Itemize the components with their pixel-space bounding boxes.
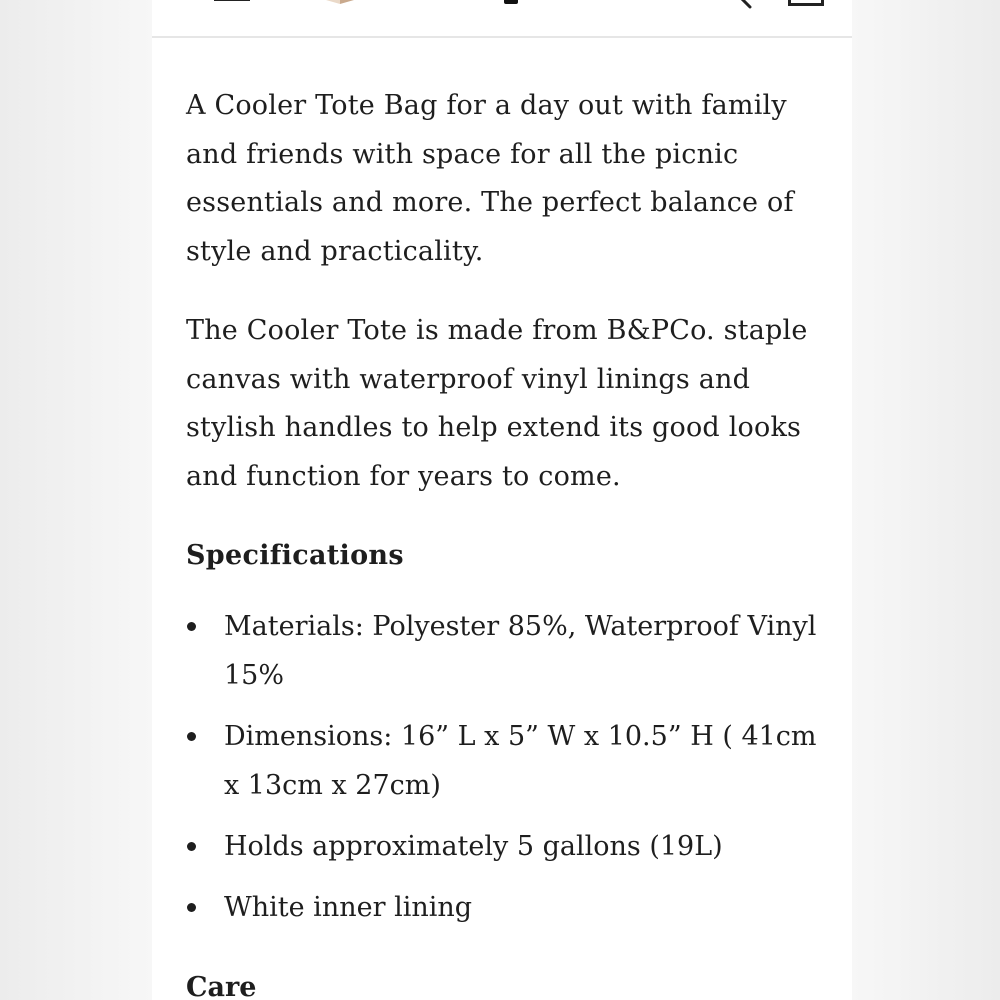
spec-text: Holds approximately 5 gallons (19L) <box>224 830 723 862</box>
bullet-icon <box>187 622 196 631</box>
spec-text: Dimensions: 16” L x 5” W x 10.5” H ( 41cm x 13cm x 27cm) <box>224 720 817 801</box>
list-item <box>186 883 826 932</box>
description-paragraph: The Cooler Tote is made from B&PCo. staple canvas with waterproof vinyl linings and stylish handles to help extend its good looks and function for years to come. <box>186 314 808 492</box>
product-page <box>152 0 852 1000</box>
search-icon[interactable] <box>734 0 756 6</box>
site-header <box>152 0 852 38</box>
product-description <box>186 82 826 1000</box>
specifications-list <box>186 602 826 932</box>
spec-text: White inner lining <box>224 891 473 923</box>
outer-background-right <box>852 0 1000 1000</box>
spec-text: Materials: Polyester 85%, Waterproof Vinyl 15% <box>224 610 817 691</box>
care-heading[interactable]: Care <box>186 971 257 1000</box>
outer-background-left <box>0 0 152 1000</box>
hamburger-menu-icon[interactable] <box>214 0 250 6</box>
list-item <box>186 712 826 810</box>
bullet-icon <box>187 842 196 851</box>
bullet-icon <box>187 903 196 912</box>
list-item <box>186 822 826 871</box>
brand-logo-icon[interactable] <box>322 0 358 8</box>
list-item <box>186 602 826 700</box>
bullet-icon <box>187 732 196 741</box>
description-paragraph: A Cooler Tote Bag for a day out with family and friends with space for all the picnic essentials and more. The perfect balance of style and practicality. <box>186 90 794 268</box>
brand-logo-text[interactable] <box>504 0 518 4</box>
specifications-heading: Specifications <box>186 539 404 571</box>
shopping-bag-icon[interactable] <box>788 0 824 6</box>
